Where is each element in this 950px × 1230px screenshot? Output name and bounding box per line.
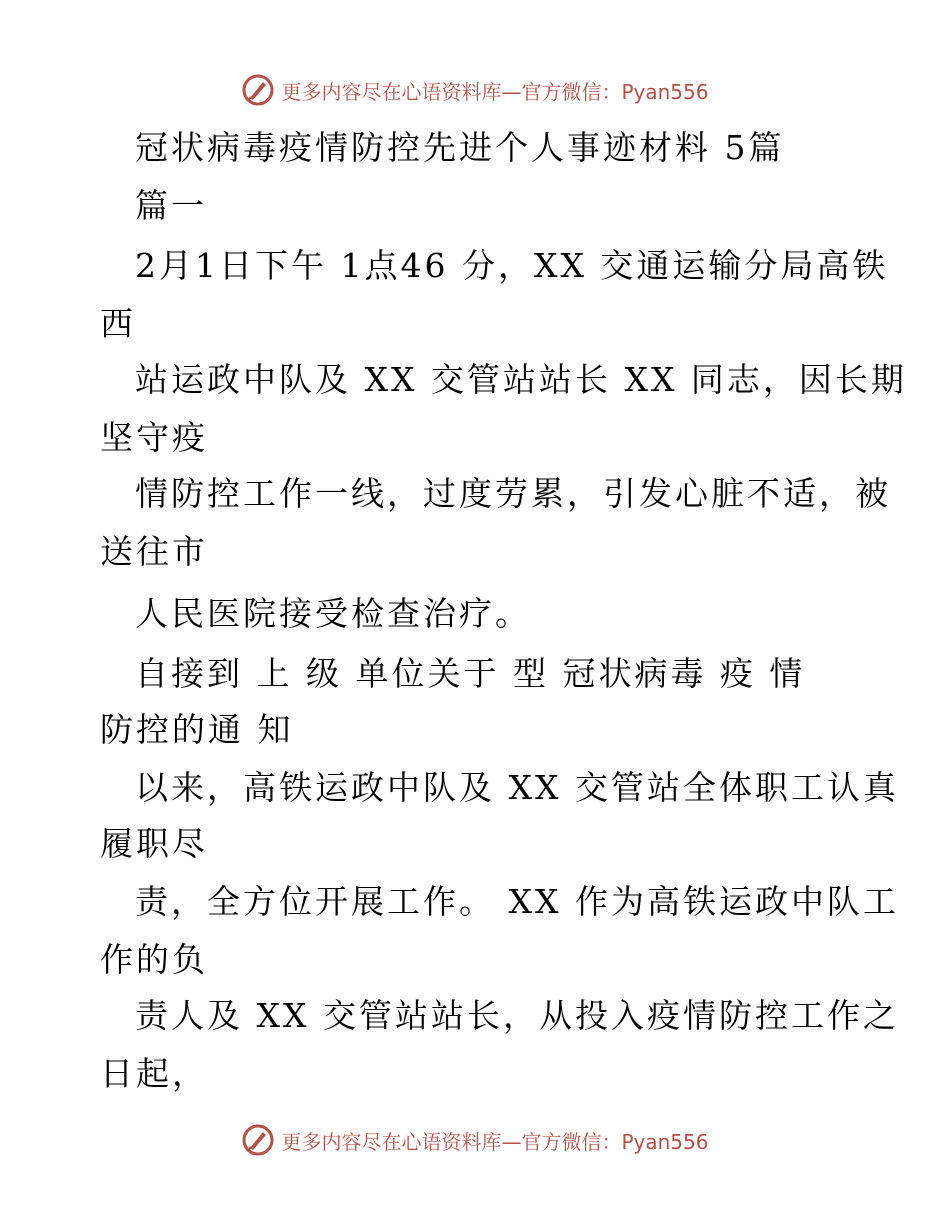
body-line: 日起， [100, 1054, 208, 1093]
footer-watermark [0, 1120, 950, 1160]
body-line: 责人及 XX 交管站站长，从投入疫情防控工作之 [135, 996, 899, 1035]
body-line: 情防控工作一线，过度劳累，引发心脏不适，被 [135, 474, 891, 513]
watermark-text: 更多内容尽在心语资料库—官方微信：Pyan556 [281, 1129, 709, 1154]
section-heading: 篇一 [135, 186, 207, 225]
body-line: 2月1日下午 1点46 分，XX 交通运输分局高铁 [135, 246, 889, 285]
body-line: 防控的通 知 [100, 710, 294, 749]
feather-pen-icon [241, 1123, 275, 1157]
body-line: 西 [100, 304, 136, 343]
body-line: 送往市 [100, 532, 208, 571]
body-line: 责，全方位开展工作。 XX 作为高铁运政中队工 [135, 882, 899, 921]
body-line: 人民医院接受检查治疗。 [135, 594, 531, 633]
body-line: 坚守疫 [100, 418, 208, 457]
document-title: 冠状病毒疫情防控先进个人事迹材料 5篇 [135, 128, 785, 167]
body-line: 自接到 上 级 单位关于 型 冠状病毒 疫 情 [135, 654, 806, 693]
watermark-text: 更多内容尽在心语资料库—官方微信：Pyan556 [281, 79, 709, 104]
body-line: 以来，高铁运政中队及 XX 交管站全体职工认真 [135, 768, 899, 807]
body-line: 作的负 [100, 940, 208, 979]
body-line: 履职尽 [100, 824, 208, 863]
body-line: 站运政中队及 XX 交管站站长 XX 同志，因长期 [135, 360, 907, 399]
header-watermark [0, 70, 950, 110]
feather-pen-icon [241, 73, 275, 107]
